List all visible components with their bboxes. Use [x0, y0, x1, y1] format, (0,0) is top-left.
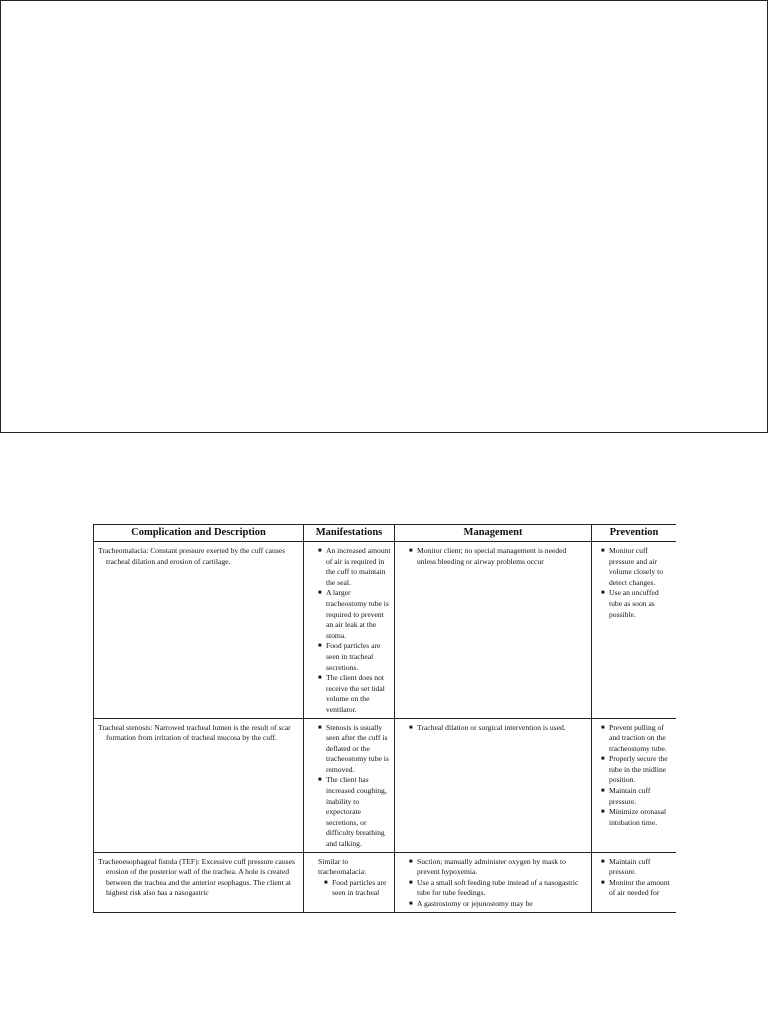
cell-prevention [592, 852, 677, 912]
table-header-row [94, 525, 677, 542]
management-list [409, 857, 583, 910]
prevention-list [601, 546, 673, 620]
table-row [94, 852, 677, 912]
table-row [94, 718, 677, 852]
complication-description: Tracheal stenosis: Narrowed tracheal lumen is the result of scar formation from irritation of tracheal mucosa by the cuff. [98, 722, 291, 743]
list-item: ■ Tracheal dilation or surgical intervention is used. [409, 723, 583, 734]
list-item: ■ Use a small soft feeding tube instead of a nasogastric tube for tube feedings. [409, 878, 583, 899]
list-item: ■ A larger tracheostomy tube is required to prevent an air leak at the stoma. [318, 588, 391, 641]
blank-frame [0, 0, 768, 433]
cell-management [395, 718, 592, 852]
list-item: ■ Suction; manually administer oxygen by mask to prevent hypoxemia. [409, 857, 583, 878]
list-item: ■ A gastrostomy or jejunostomy may be [409, 899, 583, 910]
cell-prevention [592, 718, 677, 852]
manifestations-lead: Similar to tracheomalacia: [318, 856, 367, 877]
list-item: ■ The client has increased coughing, inability to expectorate secretions, or difficulty breathing and talking. [318, 775, 391, 849]
complications-table-wrapper [93, 524, 676, 1024]
list-item: ■ Maintain cuff pressure. [601, 857, 673, 878]
manifestations-list [318, 546, 391, 716]
list-item: ■ Food particles are seen in tracheal secretions. [318, 641, 391, 673]
cell-manifestations [304, 542, 395, 719]
list-item: ■ Food particles are seen in tracheal [324, 878, 391, 899]
cell-management [395, 542, 592, 719]
manifestations-list [318, 723, 391, 850]
header-prevention: Prevention [592, 525, 677, 542]
management-list [409, 723, 583, 734]
list-item: ■ Use an uncuffed tube as soon as possible. [601, 588, 673, 620]
manifestations-list [318, 878, 391, 899]
header-complication: Complication and Description [94, 525, 304, 542]
complication-description: Tracheomalacia: Constant pressure exerted by the cuff causes tracheal dilation and erosion of cartilage. [98, 546, 286, 566]
header-management: Management [395, 525, 592, 542]
table-row [94, 542, 677, 719]
list-item: ■ Prevent pulling of and traction on the tracheostomy tube. [601, 723, 673, 755]
list-item: ■ Stenosis is usually seen after the cuff is deflated or the tracheostomy tube is removed. [318, 723, 391, 776]
cell-manifestations [304, 718, 395, 852]
prevention-list [601, 857, 673, 899]
cell-prevention [592, 542, 677, 719]
header-manifestations: Manifestations [304, 525, 395, 542]
prevention-list [601, 723, 673, 829]
complication-description: Tracheoesophageal fistula (TEF): Excessive cuff pressure causes erosion of the posterior wall of the trachea. A hole is created between the trachea and the anterior esophagus. The client at highest risk also has a nasogastric [98, 856, 295, 898]
cell-description [94, 852, 304, 912]
list-item: ■ An increased amount of air is required in the cuff to maintain the seal. [318, 546, 391, 588]
complications-table [93, 524, 676, 913]
list-item: ■ Monitor the amount of air needed for [601, 878, 673, 899]
table-body [94, 542, 677, 913]
list-item: ■ The client does not receive the set tidal volume on the ventilator. [318, 673, 391, 715]
list-item: ■ Monitor client; no special management is needed unless bleeding or airway problems occur [409, 546, 583, 567]
list-item: ■ Monitor cuff pressure and air volume closely to detect changes. [601, 546, 673, 588]
cell-management [395, 852, 592, 912]
list-item: ■ Maintain cuff pressure. [601, 786, 673, 807]
cell-description [94, 718, 304, 852]
cell-manifestations [304, 852, 395, 912]
list-item: ■ Properly secure the tube in the midline position. [601, 754, 673, 786]
list-item: ■ Minimize oronasal intubation time. [601, 807, 673, 828]
cell-description [94, 542, 304, 719]
management-list [409, 546, 583, 567]
